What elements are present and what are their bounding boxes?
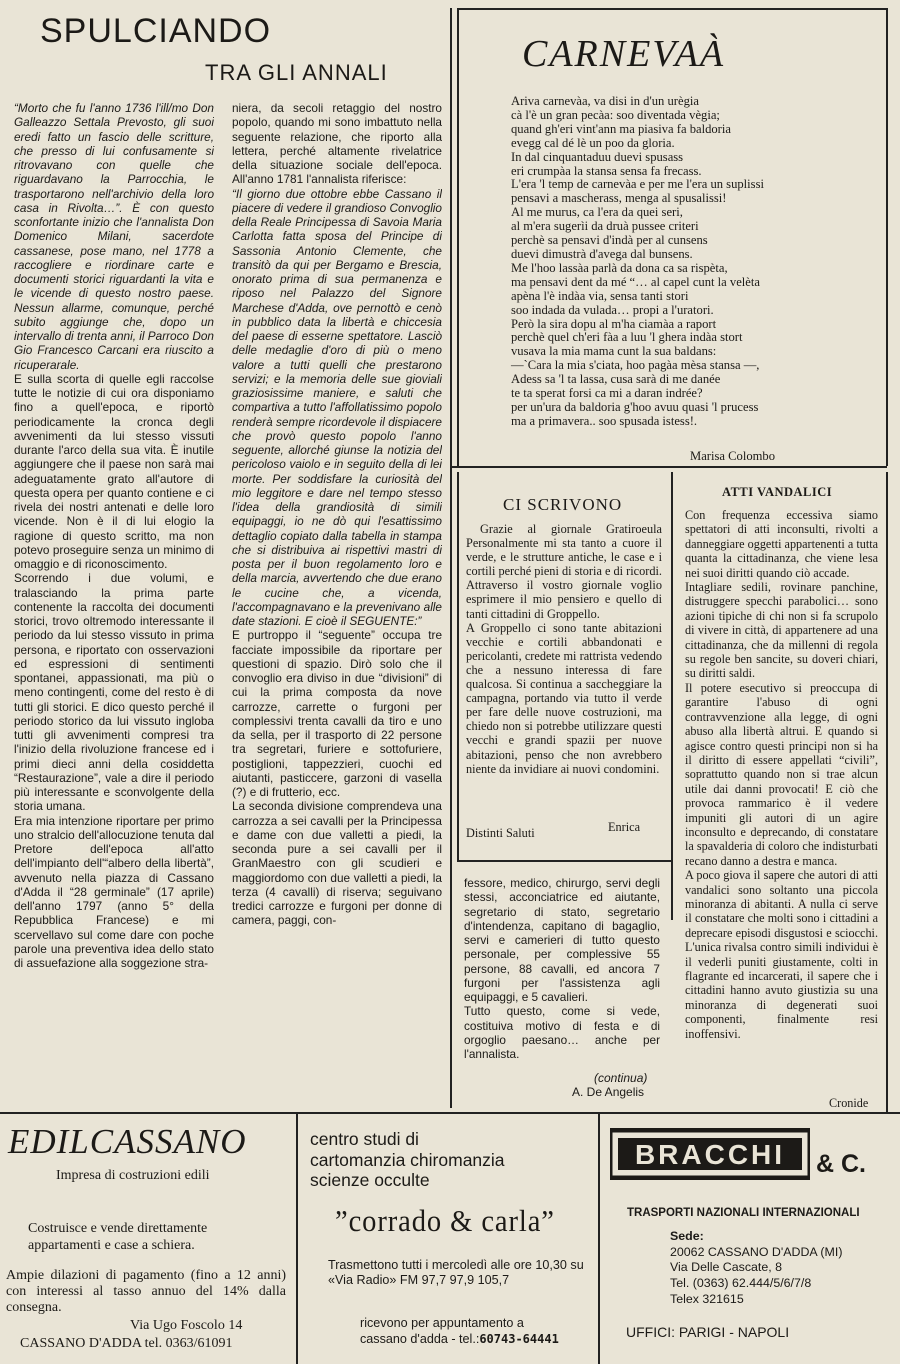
carnevaa-box-left (457, 8, 459, 466)
bracchi-offices: UFFICI: PARIGI - NAPOLI (626, 1324, 790, 1340)
bracchi-tel: Tel. (0363) 62.444/5/6/7/8 (670, 1276, 812, 1291)
vandalici-title: ATTI VANDALICI (722, 485, 833, 499)
paragraph: A Groppello ci sono tante abitazioni vecchie e cortili abbandonati e pericolanti, credete mi rattrista vedendo che a nessuno interessa di fare qualcosa. Si continua a saccheggiare la campagna, portando via tutto il verde per fare delle nuove costruzioni, ma chiedo non si potrebbe utilizzare questi vecchi e grandi spazii per nuove abitazioni, penso che non avrebbero niente da invidiare ai nuovi condomini. (466, 620, 662, 776)
bracchi-address1: 20062 CASSANO D'ADDA (MI) (670, 1244, 843, 1259)
paragraph: Grazie al giornale Gratiroeula Personalmente mi sta tanto a cuore il verde, e le strutture antiche, le case e i cortili perché pieni di storia e di ricordi. Attraverso il vostro giornale voglio esprimere il mio pensiero e quello di tanti cittadini di Groppello. (466, 522, 662, 621)
paragraph: Intagliare sedili, rovinare panchine, distruggere specchi parabolici… sono azioni tipiche di chi non si fa scrupolo di vivere in città, di appartenere ad una cittadinanza, che da millenni di regola su regole ben sancite, su doveri chiari, su diritti saldi. (685, 580, 878, 681)
poem-author: Marisa Colombo (690, 449, 776, 463)
poem-line: ma pensavi dent da mé “… al capel cunt la velèta (511, 274, 760, 289)
paragraph: Tutto questo, come si vede, costituiva motivo di festa e di orgoglio paesano… anche per l'annalista. (464, 1004, 660, 1061)
poem-line: quand gh'eri vint'ann ma piasiva fa baldoria (511, 121, 731, 136)
article-column-2 (232, 101, 442, 1106)
bracchi-address2: Via Delle Cascate, 8 (670, 1260, 783, 1275)
bracchi-logo (610, 1128, 810, 1180)
letter-closing: Distinti Saluti (466, 826, 535, 840)
corrado-header (310, 1129, 505, 1191)
article-title: SPULCIANDO (40, 12, 272, 50)
vandalici-signature: Cronide (829, 1096, 869, 1110)
carnevaa-box-right (886, 8, 888, 466)
edilcassano-city-tel: CASSANO D'ADDA tel. 0363/61091 (20, 1336, 233, 1351)
poem-line: duevi dimustrà d'avega dal bunsens. (511, 246, 693, 261)
bracchi-logo-graphic (610, 1128, 810, 1180)
edilcassano-address: Via Ugo Foscolo 14 (130, 1318, 243, 1333)
letter-title: CI SCRIVONO (503, 495, 623, 514)
poem-line: pensavi a mascherass, menga al spusalissi! (511, 191, 727, 206)
paragraph: “Morto che fu l'anno 1736 l'ill/mo Don Galleazzo Settala Prevosto, gli suoi eredi fatto un fascio delle scritture, che presso di lui confusamente si ritrovavano con quelle che riguardavano la Parrocchia, le trasportarono nell'archivio della loro casa in Rivolta…”. È con questo sconfortante inizio che l'annalista Don Domenico Milani, sacerdote cassanese, pose mano, nel 1778 a raccogliere e riordinare carte e documenti storici riguardanti la vita e le vicende di questo nostro paese. Nessun allarme, comunque, perché subito aggiunge che, dopo un intervallo di trenta anni, il Parroco Don Gio Francesco Carcani era riuscito a ricuperarale. (14, 101, 214, 372)
ci-scrivono-box-left (457, 472, 459, 860)
carnevaa-box-top (457, 8, 887, 10)
corrado-appointment-city: cassano d'adda - tel.: (360, 1332, 480, 1346)
poem-line: evegg cal dé lè un poo da gloria. (511, 135, 675, 150)
article-column-3 (464, 876, 660, 1071)
corrado-logo: ”corrado & carla” (335, 1203, 555, 1238)
svg-text:BRACCHI: BRACCHI (634, 1139, 786, 1170)
poem-line: soo indada da vulada… propi a l'uratori. (511, 302, 714, 317)
bracchi-tagline: TRASPORTI NAZIONALI INTERNAZIONALI (627, 1207, 860, 1219)
edilcassano-terms: Ampie dilazioni di pagamento (fino a 12 anni) con interessi al tasso annuo del 14% dalla consegna. (6, 1268, 286, 1315)
article-subtitle: TRA GLI ANNALI (205, 60, 388, 85)
poem-line: Al me murus, ca l'era da quei seri, (511, 205, 683, 220)
paragraph: fessore, medico, chirurgo, servi degli stessi, acconciatrice ed aiutante, segretario di stato, segretario d'intendenza, capitano di bagaglio, servi e camerieri di tutto questo personale, per complessive 55 persone, 88 cavalli, ed ancora 7 furgoni per l'assistenza agli equipaggi, e 5 cavalieri. (464, 876, 660, 1004)
vandalici-box-right (886, 472, 888, 1112)
article-column-1 (14, 101, 214, 1106)
letter-body (466, 522, 662, 812)
edilcassano-logo: EDILCASSANO (8, 1122, 247, 1161)
paragraph: A poco giova il sapere che autori di atti vandalici sono soltanto una piccola minoranza di abitanti. A nulla ci serve il constatare che molti sono i cittadini a deprecare episodi disgustosi e sciocchi. L'unica rivalsa contro simili individui è il vederli puniti giustamente, colti in flagrante ed incarcerati, il sapere che i cittadini hanno avuto giustizia su una minoranza di degenerati suoi componenti, finalmente resi inoffensivi. (685, 868, 878, 1041)
corrado-line3: scienze occulte (310, 1170, 430, 1190)
quoted-paragraph: “Il giorno due ottobre ebbe Cassano il piacere di vedere il grandioso Convoglio della Reale Principessa di Savoia Maria Carlotta fatta sposa del Principe di Sassonia Antonio Clemente, che transitò da qui per Bergamo e Brescia, onorato prima di sua permanenza e riposo nel Palazzo del Signore Marchese d'Adda, ove pernottò e cenò in pubblico data la libertà e chiccesia del paese di esserne spettatore. Lasciò delle medaglie d'oro di più o meno valore a tutti quelli che prestarono servizi; e la memoria delle sue gioviali graziosissime maniere, e saluti che compartiva a tutto l'affollatissimo popolo renderà sempre ricordevole il dispiacere che provò questo popolo l'anno seguente, allorché giunse la notizia del pericoloso vaiolo e in seguito della di lei morte. Per soddisfare la curiosità del mio leggitore e dare nel tempo stesso l'idea della grandiosità di simili equipaggi, io ne dò qui l'esattissimo dettaglio copiato dalla tabella in stampa che si distribuiva ai rispettivi mastri di posta per il buon regolamento loro e della marcia, avvertendo che due erano le cucine che, a vicenda, l'accompagnavano e la prevenivano alle date stazioni. E cioè il SEGUENTE:” (232, 186, 442, 628)
ads-divider-2 (598, 1112, 600, 1364)
poem-line: Ariva carnevàa, va disi in d'un urègia (511, 94, 699, 108)
poem-line: In dal cinquantaduu duevi spusass (511, 149, 684, 164)
bracchi-sede-label: Sede: (670, 1229, 704, 1243)
paragraph: Scorrendo i due volumi, e tralasciando la prima parte contenente la raccolta dei documenti storici, trovo oltremodo interessante il periodo da lui stesso vissuto in prima persona, e riportato con osservazioni ed espressioni di sentimenti spontanei, appassionati, ma più o meno contingenti, come del resto è di tutti gli storici. E dico questo perché il periodo storico da lui vissuto ingloba tutti gli avvenimenti compresi tra l'inizio della rivoluzione francese ed i primi dieci anni della cosiddetta “Restaurazione”, vale a dire il periodo più interessante e sconvolgente della storia umana. (14, 571, 214, 814)
paragraph: Era mia intenzione riportare per primo uno stralcio dell'allocuzione tenuta dal Pretore dell'epoca all'atto dell'impianto dell'“albero della libertà”, avvenuto nella piazza di Cassano d'Adda il “28 germinale” (17 aprile) dell'anno 1797 (anno 5° della Repubblica Francese) e mi scervellavo sul come dare con poche parole una preventiva idea dello stato di assuefazione alla soggezione stra- (14, 813, 214, 970)
corrado-broadcast: Trasmettono tutti i mercoledì alle ore 10,30 su «Via Radio» FM 97,7 97,9 105,7 (328, 1258, 584, 1288)
poem-line: Adess sa 'l ta lassa, cusa sarà di me danée (511, 372, 721, 387)
edilcassano-line1: Costruisce e vende direttamente (28, 1221, 208, 1236)
poem-title: CARNEVAÀ (522, 33, 726, 75)
bracchi-suffix: & C. (816, 1150, 866, 1178)
poem-line: perchè sa pensavi d'indà per al cunsens (511, 233, 708, 248)
corrado-line1: centro studi di (310, 1129, 419, 1149)
paragraph: E sulla scorta di quelle egli raccolse tutte le notizie di cui ora disponiamo fino a quell'epoca, e riportò periodicamente la cronca degli avvenimenti da lui stesso vissuti durante l'arco della sua vita. È inutile aggiungere che il paese non sarà mai adeguatamente grato all'autore di questa opera per quanto contiene e ci rivela dei nostri antenati e delle loro vicende. Non è il di lui elogio la ragione di questo scritto, ma non potevo proseguire senza un minimo di omaggio e di riconoscimento. (14, 371, 214, 571)
poem-line: eri crumpàa la stansa sensa fa frecass. (511, 163, 702, 178)
ci-scrivono-box-bottom (457, 860, 671, 862)
poem-line: apèna l'è indàa via, sensa tanti stori (511, 288, 689, 303)
corrado-appointment: ricevono per appuntamento a (360, 1316, 524, 1330)
poem-line: L'era 'l temp de carnevàa e per me l'era un suplissi (511, 177, 764, 192)
poem-line: ma a primavera.. soo spusada istess!. (511, 413, 698, 428)
paragraph: La seconda divisione comprendeva una carrozza a sei cavalli per la Principessa e dame con due valletti a piedi, la seconda pure a sei cavalli per il GranMaestro con gli scudieri e maggiordomo con due valletti a piedi, la terza (4 cavalli) di riserva; seguivano tredici carrozze e furgoni per donne di camera, paggi, con- (232, 799, 442, 928)
poem-body (511, 95, 881, 429)
vandalici-body (685, 508, 878, 1096)
edilcassano-tagline: Impresa di costruzioni edili (56, 1168, 210, 1183)
poem-line: Però la sira dopu al m'ha ciamàa a raport (511, 316, 717, 331)
letter-signature: Enrica (608, 820, 641, 834)
poem-line: te ta sperat forsi ca mi a daran indrée? (511, 386, 703, 401)
poem-line: al m'era sugerìi da druà pussee criteri (511, 219, 699, 234)
paragraph: Con frequenza eccessiva siamo spettatori di atti inconsulti, rivolti a danneggiare oggetti appartenenti a tutta quanta la cittadinanza, che viene lesa nei suoi diritti quando ciò accade. (685, 508, 878, 580)
poem-line: per un'ura da baldoria g'hoo avuu quasi 'l prucess (511, 399, 759, 414)
poem-line: Me l'hoo lassàa parlà da dona ca sa rispèta, (511, 260, 728, 275)
ads-divider-1 (296, 1112, 298, 1364)
corrado-phone: 60743-64441 (479, 1332, 559, 1346)
poem-line: —`Cara la mia s'ciata, hoo pagàa mèsa stansa —, (511, 358, 760, 373)
article-author: A. De Angelis (572, 1085, 645, 1099)
poem-line: vusava la mia mama cunt la sua baldans: (511, 344, 717, 359)
paragraph: Il potere esecutivo si preoccupa di garantire l'abuso di ogni contravvenzione alla legge, di ogni abuso alla libertà altrui. E quando si agisce contro questi principi non si ha il diritto di essere appellati “civili”, soprattutto quando non si trae alcun utile dai danni provocati! E ciò che provoca rammarico è il vedere impuniti gli autori di un agire inconsulto e deprecando, di constatare la spavalderia di coloro che indisturbati recano danno a destra e manca. (685, 680, 878, 868)
column-divider (450, 8, 452, 1108)
carnevaa-box-bottom (450, 466, 887, 468)
poem-line: cà l'è un gran pecàa: soo diventada vègia; (511, 107, 720, 122)
ads-top-rule (0, 1112, 900, 1114)
corrado-phone-line (360, 1332, 559, 1346)
paragraph: E purtroppo il “seguente” occupa tre facciate impossibile da riportare per questioni di spazio. Dirò solo che il convoglio era diviso in due “divisioni” di cui la prima composta da nove carrozze, carrette o furgoni per complessivi trenta cavalli da tiro e uno da sella, per il trasporto di 22 persone tra segretari, furiere e sottofuriere, postiglioni, tappezzieri, cuochi ed aiutanti, pasticcere, garzoni di vasella (?) e di frutterio, ecc. (232, 628, 442, 799)
paragraph: niera, da secoli retaggio del nostro popolo, quando mi sono imbattuto nella seguente relazione, che riporto alla lettera, perché altamente rivelatrice della situazione sociale dell'epoca. All'anno 1781 l'annalista riferisce: (232, 101, 442, 187)
bracchi-telex: Telex 321615 (670, 1291, 744, 1306)
poem-line: perchè quel ch'eri fàa a luu 'l ghera indàa stort (511, 330, 743, 345)
corrado-line2: cartomanzia chiromanzia (310, 1149, 505, 1170)
edilcassano-line2: appartamenti e case a schiera. (28, 1238, 195, 1253)
continua-label: (continua) (594, 1071, 648, 1085)
letters-divider (671, 472, 673, 920)
bracchi-address (670, 1229, 842, 1308)
